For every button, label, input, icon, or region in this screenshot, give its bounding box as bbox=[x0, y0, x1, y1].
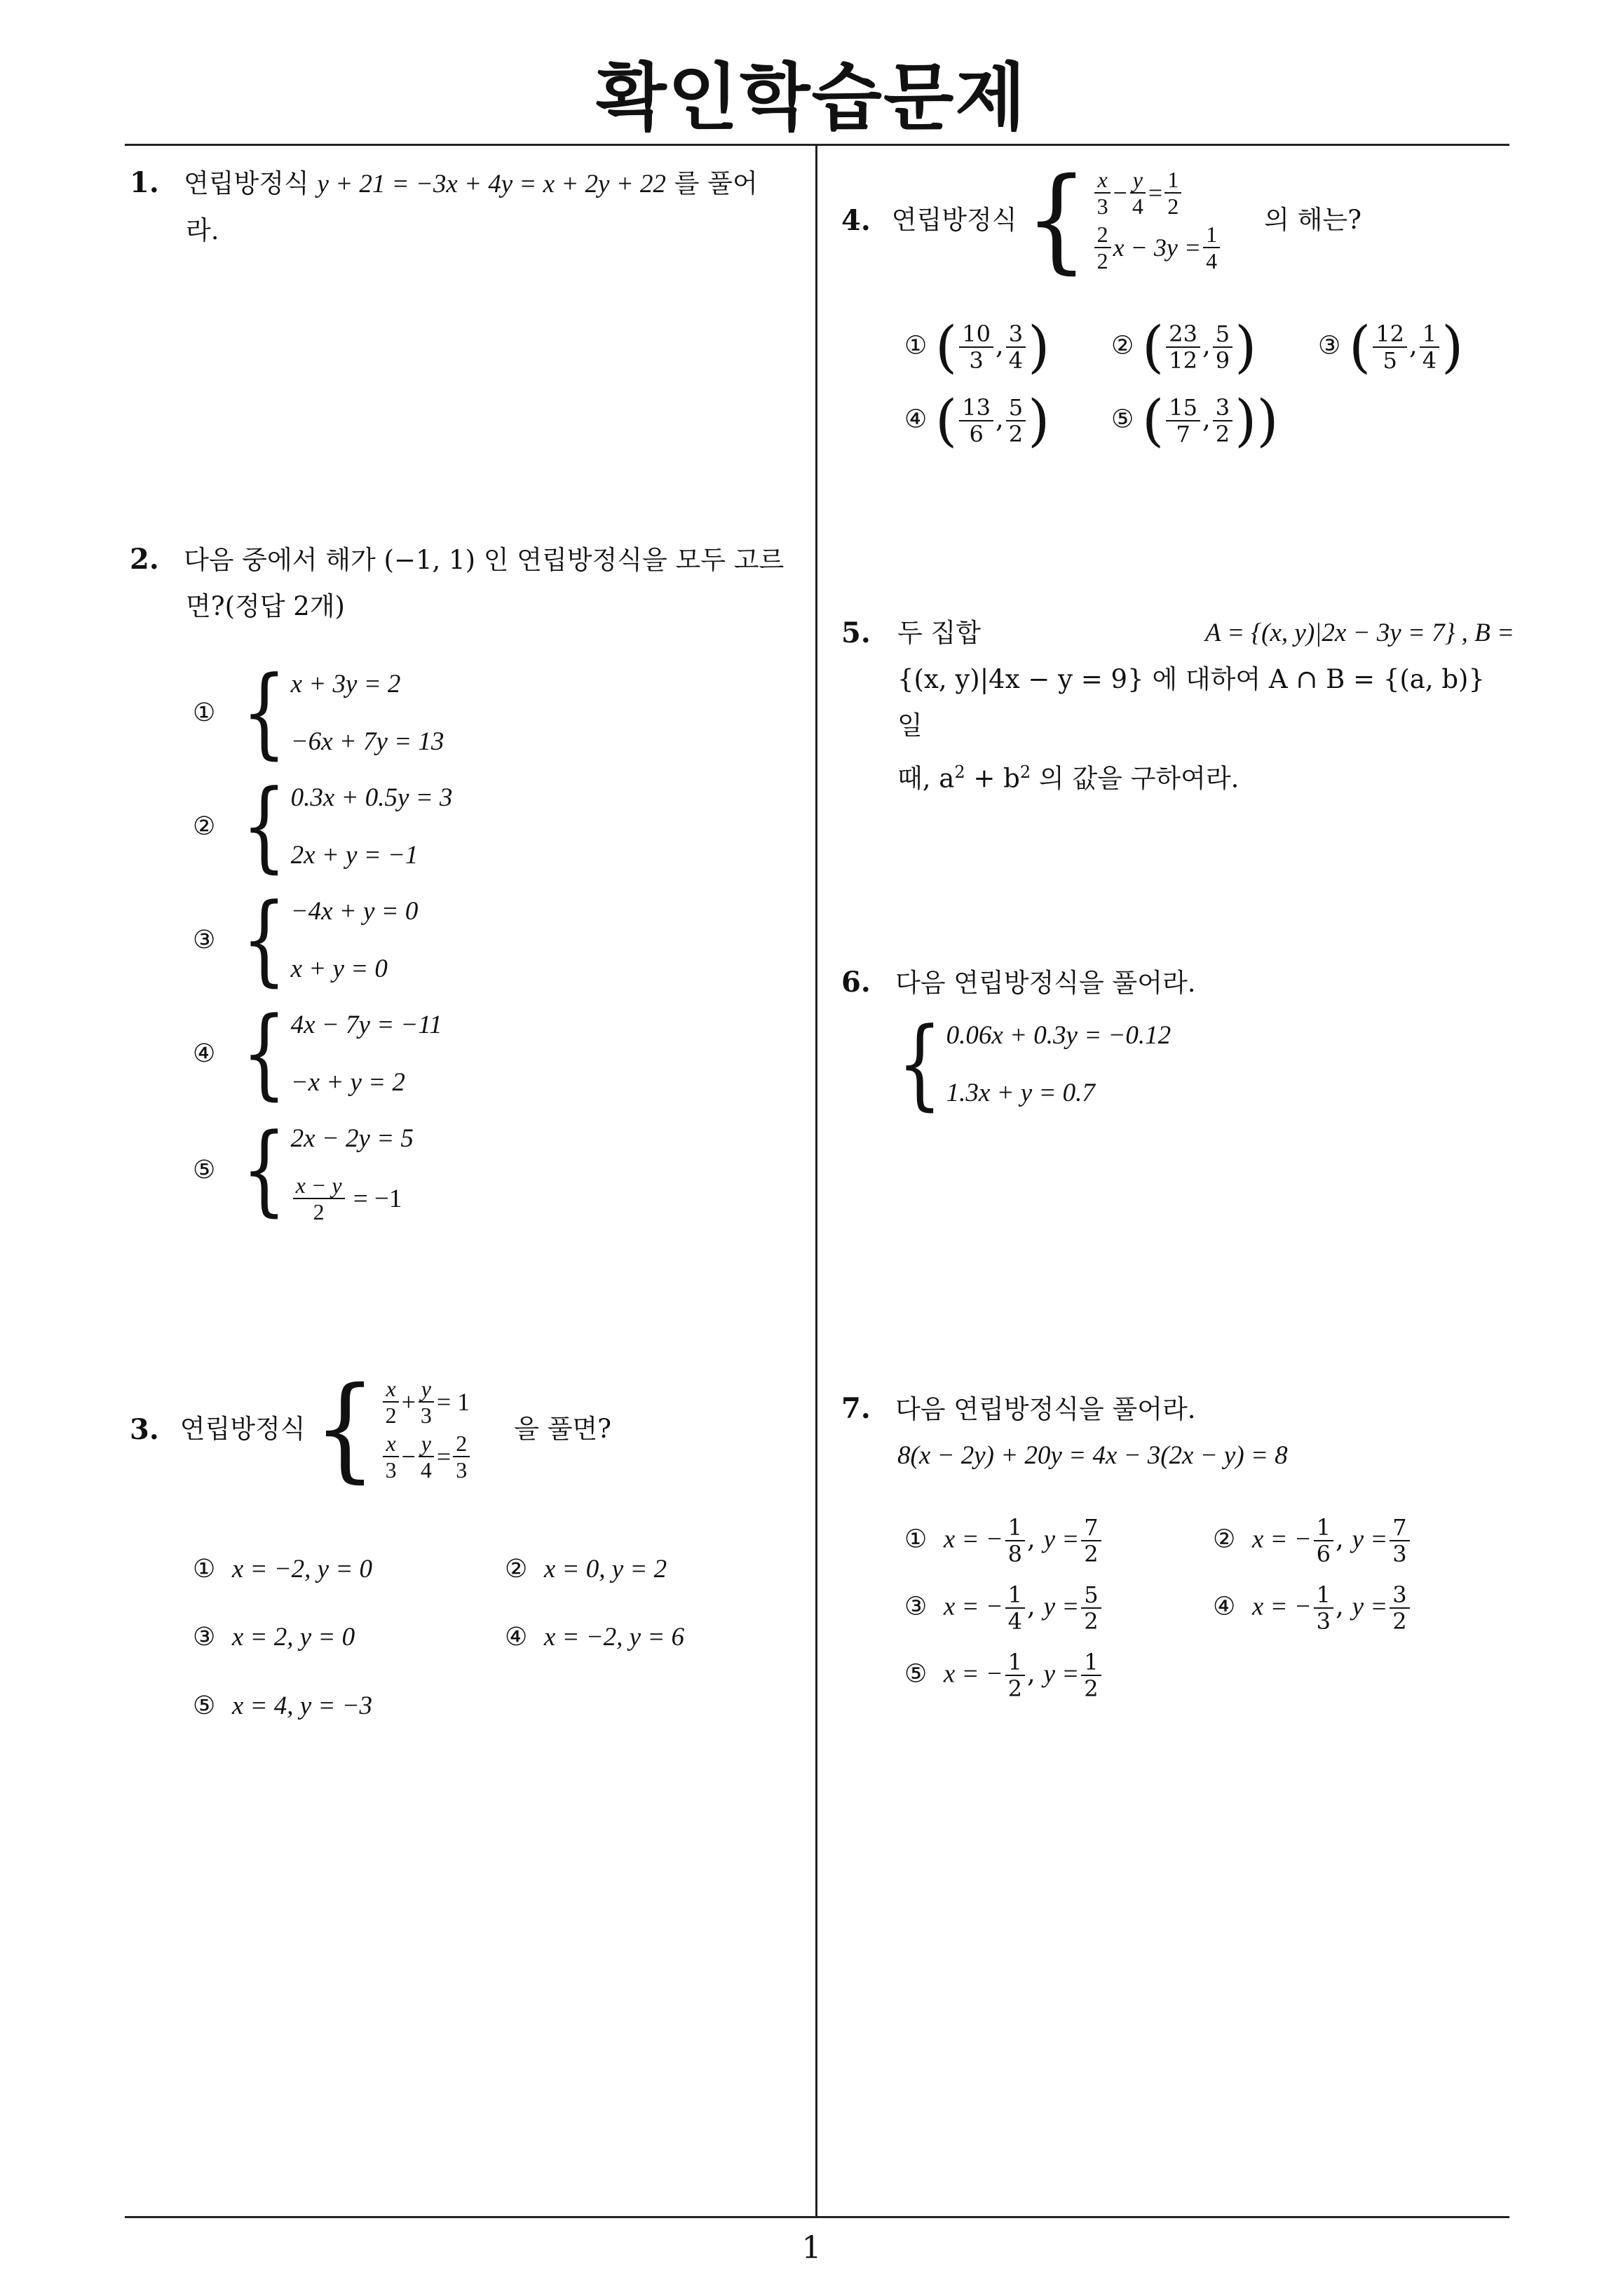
problem-suffix: 을 풀면? bbox=[514, 1414, 612, 1444]
system-eq1: 0.06x + 0.3y = −0.12 bbox=[946, 1020, 1172, 1050]
problem-label: 연립방정식 bbox=[891, 205, 1017, 235]
problem-equation: y + 21 = −3x + 4y = x + 2y + 22 bbox=[317, 170, 666, 198]
option-eq1: 4x − 7y = −11 bbox=[290, 1010, 442, 1039]
problem-1 bbox=[130, 160, 803, 254]
option-mark: ⑤ bbox=[193, 1155, 216, 1184]
problem-7 bbox=[841, 1386, 1514, 1479]
option-mark: ① bbox=[193, 698, 216, 727]
option-3[interactable]: ③ x = 2, y = 0 bbox=[193, 1623, 355, 1652]
option-4[interactable]: ④ ( $\frac{13}{6}$ , $\frac{5}{2}$ ) bbox=[904, 388, 1050, 453]
option-1[interactable]: ① ( $\frac{10}{3}$ , $\frac{3}{4}$ ) bbox=[904, 314, 1050, 379]
column-divider bbox=[815, 145, 817, 2217]
fraction: $\frac{x - y}{2}$ bbox=[293, 1173, 345, 1224]
option-mark: ② bbox=[193, 811, 216, 841]
brace-icon: { bbox=[242, 768, 287, 884]
problem-number: 2. bbox=[130, 543, 159, 576]
option-2[interactable]: ② x = 0, y = 2 bbox=[505, 1555, 667, 1583]
problem-text-line1: 다음 연립방정식을 풀어라. bbox=[895, 1394, 1196, 1424]
option-1[interactable] bbox=[193, 656, 452, 769]
problem-number: 3. bbox=[130, 1412, 159, 1446]
option-eq1: 2x − 2y = 5 bbox=[290, 1123, 414, 1153]
problem-number: 5. bbox=[841, 616, 871, 649]
option-eq2: 2x + y = −1 bbox=[290, 840, 419, 870]
problem-suffix: 를 풀어 bbox=[674, 168, 758, 198]
problem-2 bbox=[130, 536, 803, 630]
brace-icon: { bbox=[1025, 154, 1088, 286]
option-mark: ④ bbox=[193, 1039, 216, 1068]
page-title: 확인학습문제 bbox=[596, 55, 1027, 140]
brace-icon: { bbox=[242, 995, 287, 1111]
page-number: 1 bbox=[801, 2230, 822, 2266]
problem-suffix: 의 해는? bbox=[1264, 205, 1361, 235]
system-eq2: 1.3x + y = 0.7 bbox=[946, 1078, 1095, 1107]
system-eq1: $\frac{x}{2}$ + $\frac{y}{3}$ = 1 bbox=[381, 1375, 473, 1429]
option-eq1: 0.3x + 0.5y = 3 bbox=[290, 783, 453, 812]
problem-text-line1b: A = {(x, y)|2x − 3y = 7} , B = bbox=[1204, 619, 1514, 647]
footer-rule bbox=[125, 2216, 1509, 2218]
system-eq2: $\frac{x}{3}$ − $\frac{y}{4}$ = $\frac{2}{3}$ bbox=[381, 1429, 473, 1484]
option-eq2: −6x + 7y = 13 bbox=[290, 727, 444, 756]
problem-2-options bbox=[193, 656, 452, 1229]
problem-label: 연립방정식 bbox=[184, 168, 309, 198]
system-eq2: $\frac{2}{2}$ x − 3y = $\frac{1}{4}$ bbox=[1092, 220, 1223, 275]
option-5[interactable]: ⑤ ( $\frac{15}{7}$ , $\frac{3}{2}$ )) bbox=[1111, 388, 1279, 453]
brace-icon: { bbox=[242, 1112, 287, 1227]
problem-text-line1a: 두 집합 bbox=[897, 618, 981, 648]
problem-4 bbox=[841, 154, 1361, 286]
option-1[interactable]: ① x = − $\frac{1}{8}$ , y = $\frac{7}{2}$ bbox=[904, 1515, 1103, 1567]
equation-system bbox=[897, 1006, 1514, 1121]
option-2[interactable]: ② x = − $\frac{1}{6}$ , y = $\frac{7}{3}$ bbox=[1213, 1515, 1412, 1567]
option-eq1: x + 3y = 2 bbox=[290, 669, 401, 698]
problem-text-line1: 다음 연립방정식을 풀어라. bbox=[895, 968, 1196, 998]
problem-text-line1: 다음 중에서 해가 (−1, 1) 인 연립방정식을 모두 고르 bbox=[184, 545, 785, 575]
option-3[interactable]: ③ ( $\frac{12}{5}$ , $\frac{1}{4}$ ) bbox=[1318, 314, 1464, 379]
option-mark: ③ bbox=[193, 925, 216, 954]
problem-number: 6. bbox=[841, 966, 871, 999]
problem-equation: 8(x − 2y) + 20y = 4x − 3(2x − y) = 8 bbox=[897, 1441, 1288, 1470]
problem-5 bbox=[841, 610, 1514, 802]
option-5[interactable]: ⑤ { 2x − 2y = 5 $\frac{x - y}{2}$ = −1 bbox=[193, 1110, 452, 1229]
option-3[interactable]: ③ x = − $\frac{1}{4}$ , y = $\frac{5}{2}$ bbox=[904, 1582, 1103, 1634]
option-5[interactable]: ⑤ x = − $\frac{1}{2}$ , y = $\frac{1}{2}$ bbox=[904, 1649, 1103, 1701]
option-1[interactable]: ① x = −2, y = 0 bbox=[193, 1555, 373, 1583]
problem-3 bbox=[130, 1363, 612, 1495]
option-4[interactable]: ④ x = −2, y = 6 bbox=[505, 1623, 685, 1652]
option-eq2: x + y = 0 bbox=[290, 954, 388, 983]
option-eq2: −x + y = 2 bbox=[290, 1067, 405, 1097]
option-4[interactable] bbox=[193, 997, 452, 1110]
problem-text-line2: {(x, y)|4x − y = 9} 에 대하여 A ∩ B = {(a, b)} 일 bbox=[897, 664, 1486, 741]
system-eq1: $\frac{x}{3}$ − $\frac{y}{4}$ = $\frac{1}{2}$ bbox=[1092, 166, 1223, 220]
option-2[interactable]: ② ( $\frac{23}{12}$ , $\frac{5}{9}$ ) bbox=[1111, 314, 1257, 379]
problem-text-line3: 때, $a^2 + b^2$ 의 값을 구하여라. bbox=[897, 762, 1240, 794]
brace-icon: { bbox=[242, 882, 287, 997]
option-4[interactable]: ④ x = − $\frac{1}{3}$ , y = $\frac{3}{2}$ bbox=[1213, 1582, 1412, 1634]
problem-number: 7. bbox=[841, 1392, 871, 1425]
problem-number: 1. bbox=[130, 166, 159, 199]
problem-text-line2: 면?(정답 2개) bbox=[186, 591, 345, 621]
problem-number: 4. bbox=[841, 203, 871, 237]
option-eq1: −4x + y = 0 bbox=[290, 896, 419, 926]
problem-6 bbox=[841, 959, 1514, 1121]
problem-label: 연립방정식 bbox=[179, 1414, 306, 1444]
brace-icon: { bbox=[242, 654, 287, 770]
brace-icon: { bbox=[897, 1006, 942, 1121]
option-3[interactable] bbox=[193, 883, 452, 997]
brace-icon: { bbox=[313, 1363, 376, 1495]
option-5[interactable]: ⑤ x = 4, y = −3 bbox=[193, 1691, 373, 1720]
option-2[interactable] bbox=[193, 769, 452, 883]
problem-text-line2: 라. bbox=[186, 215, 219, 245]
